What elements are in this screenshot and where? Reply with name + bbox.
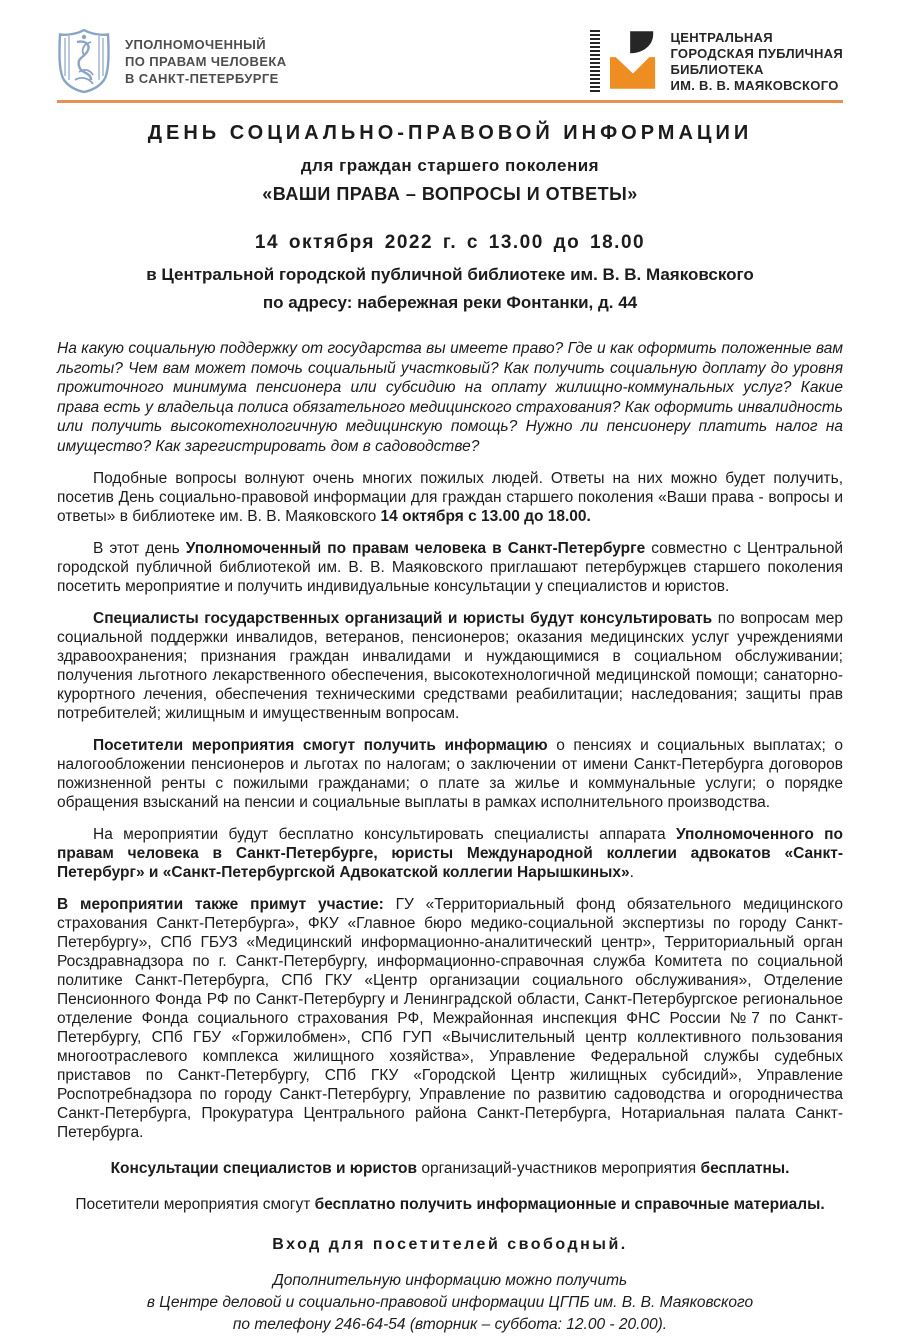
library-logo: [590, 28, 843, 94]
text-run-bold: Посетители мероприятия смогут получить информацию: [93, 737, 548, 754]
text-run-bold: бесплатны.: [700, 1160, 790, 1177]
paragraph-visitor-info: [57, 736, 843, 812]
text-run: .: [629, 864, 634, 881]
event-datetime: 14 октября 2022 г. с 13.00 до 18.00: [254, 232, 646, 253]
title-subtitle: для граждан старшего поколения: [300, 156, 600, 175]
line-free-materials: [57, 1195, 843, 1214]
text-run: ГУ «Территориальный фонд обязательного медицинского страхования Санкт-Петербурга», ФКУ «Главное бюро медико-социальной экспертизы по городу Санкт-Петербургу», СПб ГБУЗ «Медицинский информационно-аналитический центр», Территориальный орган Росздравнадзора по г. Санкт-Петербургу, информационно-справочная служба Комитета по социальной политике Санкт-Петербурга, СПб ГКУ «Центр организации социального обслуживания», Отделение Пенсионного Фонда РФ по Санкт-Петербургу и Ленинградской области, Санкт-Петербургское региональное отделение Фонда социального страхования РФ, Межрайонная инспекция ФНС России №7 по Санкт-Петербургу, СПб ГБУ «Горжилобмен», СПб ГУП «Вычислительный центр коллективного пользования многоотраслевого комплекса жилищного хозяйства», Управление Федеральной службы судебных приставов по Санкт-Петербургу, СПб ГКУ «Городской Центр жилищных субсидий», Управление Роспотребнадзора по городу Санкт-Петербургу, Управление по развитию садоводства и огородничества Санкт-Петербурга, Прокуратура Центрального района Санкт-Петербурга, Нотариальная палата Санкт-Петербурга.: [57, 896, 843, 1141]
paragraph-consult-topics: [57, 609, 843, 723]
ombudsman-line-1: УПОЛНОМОЧЕННЫЙ: [125, 37, 267, 52]
free-entry-line: Вход для посетителей свободный.: [272, 1236, 628, 1253]
header-divider: [57, 100, 843, 103]
text-run-bold: В мероприятии также примут участие:: [57, 896, 396, 913]
library-line-3: БИБЛИОТЕКА: [670, 62, 764, 77]
text-run: На мероприятии будут бесплатно консультировать специалисты аппарата: [93, 826, 676, 843]
text-run: Посетители мероприятия смогут: [75, 1196, 315, 1213]
paragraph-free-consult: [57, 825, 843, 882]
text-run: совместно с Центральной городской публичной библиотекой им. В. В. Маяковского приглашают петербуржцев старшего поколения посетить мероприятие и получить индивидуальные консультации у специалистов и юристов.: [57, 540, 843, 595]
paragraph-participants: [57, 895, 843, 1142]
page-title: ДЕНЬ СОЦИАЛЬНО-ПРАВОВОЙ ИНФОРМАЦИИ: [147, 122, 753, 144]
text-run-bold: бесплатно получить информационные и справочные материалы.: [314, 1196, 825, 1213]
footer-line-2: в Центре деловой и социально-правовой информации ЦГПБ им. В. В. Маяковского: [146, 1294, 754, 1311]
text-run: Подобные вопросы волнуют очень многих пожилых людей. Ответы на них можно будет получить, посетив День социально-правовой информации для граждан старшего поколения «Ваши права - вопросы и ответы» в библиотеке им. В. В. Маяковского: [57, 470, 843, 525]
ombudsman-logo: [57, 28, 287, 94]
text-run: В этот день: [93, 540, 186, 557]
event-address: по адресу: набережная реки Фонтанки, д. 44: [262, 293, 638, 312]
paragraph-hosts: [57, 539, 843, 596]
paragraph-similar-questions: [57, 469, 843, 526]
text-run-bold: Специалисты государственных организаций и юристы будут консультировать: [93, 610, 713, 627]
footer-line-1: Дополнительную информацию можно получить: [272, 1272, 628, 1289]
ombudsman-logo-text: [125, 28, 287, 87]
library-m-icon: [610, 30, 658, 90]
ombudsman-shield-icon: [57, 28, 111, 94]
text-run-bold: Уполномоченного по правам человека в Санкт-Петербурге, юристы Международной коллегии адвокатов «Санкт-Петербург» и «Санкт-Петербургской Адвокатской коллегии Нарышкиных»: [57, 826, 843, 881]
event-block: [57, 230, 843, 315]
text-run: о пенсиях и социальных выплатах; о налогообложении пенсионеров и льготах по налогам; о заключении от имени Санкт-Петербурга договоров пожизненной ренты с пожилыми гражданами; о плате за жилье и коммунальные услуги; о порядке обращения взысканий на пенсии и социальные выплаты в рамках исполнительного производства.: [57, 737, 844, 811]
ombudsman-line-2: ПО ПРАВАМ ЧЕЛОВЕКА: [125, 54, 287, 69]
text-run-bold: 14 октября с 13.00 до 18.00.: [380, 508, 591, 525]
header: [0, 0, 900, 100]
text-run: по вопросам мер социальной поддержки инвалидов, ветеранов, пенсионеров; оказания медицинских услуг учреждениями здравоохранения; признания граждан инвалидами и нуждающимися в социальном обслуживании; получения льготного лекарственного обеспечения, высокотехнологичной медицинской помощи; санаторно-курортного лечения, обеспечения техническими средствами реабилитации; наследования; защиты прав потребителей; жилищным и имущественным вопросам.: [57, 610, 843, 722]
event-venue: в Центральной городской публичной библиотеке им. В. В. Маяковского: [146, 265, 754, 284]
title-block: [57, 119, 843, 206]
text-run-bold: Уполномоченный по правам человека в Санкт-Петербурге: [185, 540, 646, 557]
library-line-4: ИМ. В. В. МАЯКОВСКОГО: [670, 78, 839, 93]
barcode-icon: [590, 30, 600, 92]
library-logo-text: [670, 28, 843, 94]
text-run: организаций-участников мероприятия: [417, 1160, 701, 1177]
ombudsman-line-3: В САНКТ-ПЕТЕРБУРГЕ: [125, 71, 279, 86]
line-consultations-free: [57, 1159, 843, 1178]
title-slogan: «ВАШИ ПРАВА – ВОПРОСЫ И ОТВЕТЫ»: [262, 184, 638, 204]
library-line-1: ЦЕНТРАЛЬНАЯ: [670, 30, 773, 45]
footer-line-3: по телефону 246-64-54 (вторник – суббота: 12.00 - 20.00).: [232, 1316, 668, 1333]
intro-questions: На какую социальную поддержку от государства вы имеете право? Где и как оформить положенные вам льготы? Чем вам может помочь социальный участковый? Как получить социальную доплату до уровня прожиточного минимума пенсионера или субсидию на оплату жилищно-коммунальных услуг? Какие права есть у владельца полиса обязательного медицинского страхования? Как оформить инвалидность или получить высокотехнологичную медицинскую помощь? Нужно ли пенсионеру платить налог на имущество? Как зарегистрировать дом в садоводстве?: [57, 340, 843, 455]
text-run-bold: Консультации специалистов и юристов: [110, 1160, 418, 1177]
footer-info: [57, 1270, 843, 1336]
library-line-2: ГОРОДСКАЯ ПУБЛИЧНАЯ: [670, 46, 843, 61]
